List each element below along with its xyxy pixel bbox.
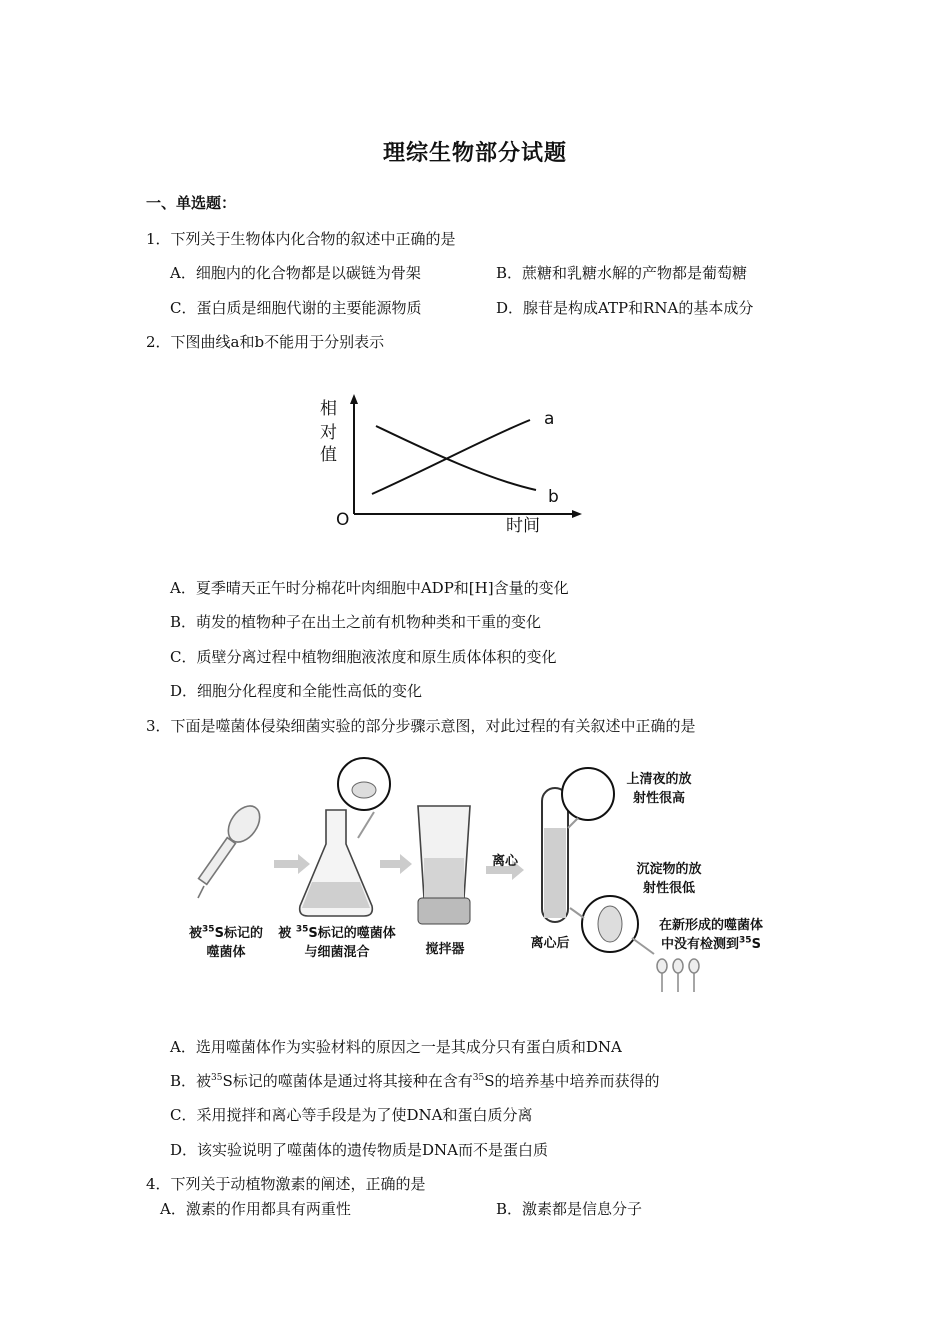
pointer-3 [570,908,584,918]
q4-option-a: A．激素的作用都具有两重性 [160,1200,351,1218]
bacterium-icon-1 [352,782,376,798]
question-2-stem: 2．下图曲线a和b不能用于分别表示 [146,333,385,351]
pointer-2 [568,818,578,828]
q3-option-d: D．该实验说明了噬菌体的遗传物质是DNA而不是蛋白质 [170,1141,549,1159]
q1-option-c: C．蛋白质是细胞代谢的主要能源物质 [170,299,422,317]
fig-label-supernatant: 上清夜的放 射性很高 [626,772,692,806]
q3-option-c: C．采用搅拌和离心等手段是为了使DNA和蛋白质分离 [170,1106,533,1124]
fig-label-blender: 搅拌器 [425,942,465,957]
curve-b-label: b [548,487,559,507]
new-phages-illustration [657,959,699,992]
section-heading: 一、单选题： [146,194,237,212]
x-axis-arrow [572,510,582,518]
pointer-1 [358,812,374,838]
question-4-stem: 4．下列关于动植物激素的阐述，正确的是 [146,1175,426,1193]
q1-option-d: D．腺苷是构成ATP和RNA的基本成分 [496,299,754,317]
arrow-2 [380,854,412,874]
q1-option-a: A．细胞内的化合物都是以碳链为骨架 [170,264,421,282]
q2-option-b: B．萌发的植物种子在出土之前有机物种类和干重的变化 [170,613,542,631]
fig-label-mixing: 被 $^{35}$S标记的噬菌体 与细菌混合 [278,924,396,960]
q4-option-b: B．激素都是信息分子 [496,1200,643,1218]
blender-illustration [418,806,470,924]
q1-option-b: B．蔗糖和乳糖水解的产物都是葡萄糖 [496,264,748,282]
q3-option-a: A．选用噬菌体作为实验材料的原因之一是其成分只有蛋白质和DNA [170,1038,622,1056]
fig-label-sediment: 沉淀物的放 射性很低 [636,862,702,896]
curve-a-label: a [544,409,555,429]
page-title: 理综生物部分试题 [382,141,567,166]
curve-a [372,420,530,494]
q2-option-a: A．夏季晴天正午时分棉花叶肉细胞中ADP和[H]含量的变化 [170,579,569,597]
origin-label: O [336,510,350,530]
y-label-3: 值 [320,445,337,465]
q2-option-d: D．细胞分化程度和全能性高低的变化 [170,682,423,700]
q3-option-b: B．被$^{35}$S标记的噬菌体是通过将其接种在含有$^{35}$S的培养基中培养而获得的 [170,1072,660,1090]
flask-illustration [300,810,373,916]
labeled-phage-illustration [198,800,266,898]
fig-label-centrifuge: 离心 [491,854,518,869]
fig-label-after-centrifuge: 离心后 [530,936,570,951]
arrow-1 [274,854,310,874]
fig-label-new-phage: 在新形成的噬菌体 中没有检测到$^{35}$S [658,918,763,952]
curve-diagram [310,388,590,538]
y-axis-arrow [350,394,358,404]
q2-option-c: C．质壁分离过程中植物细胞液浓度和原生质体体积的变化 [170,648,557,666]
x-axis-label: 时间 [506,516,540,536]
fig-label-labeled-phage: 被$^{35}$S标记的 噬菌体 [189,924,263,960]
magnify-circle-2 [562,768,614,820]
centrifuge-tube-illustration [542,788,568,922]
question-3-stem: 3．下面是噬菌体侵染细菌实验的部分步骤示意图，对此过程的有关叙述中正确的是 [146,717,696,735]
y-label-2: 对 [320,423,337,443]
bacterium-icon-2 [598,906,622,942]
y-label-1: 相 [320,399,337,419]
question-1-stem: 1．下列关于生物体内化合物的叙述中正确的是 [146,230,456,248]
